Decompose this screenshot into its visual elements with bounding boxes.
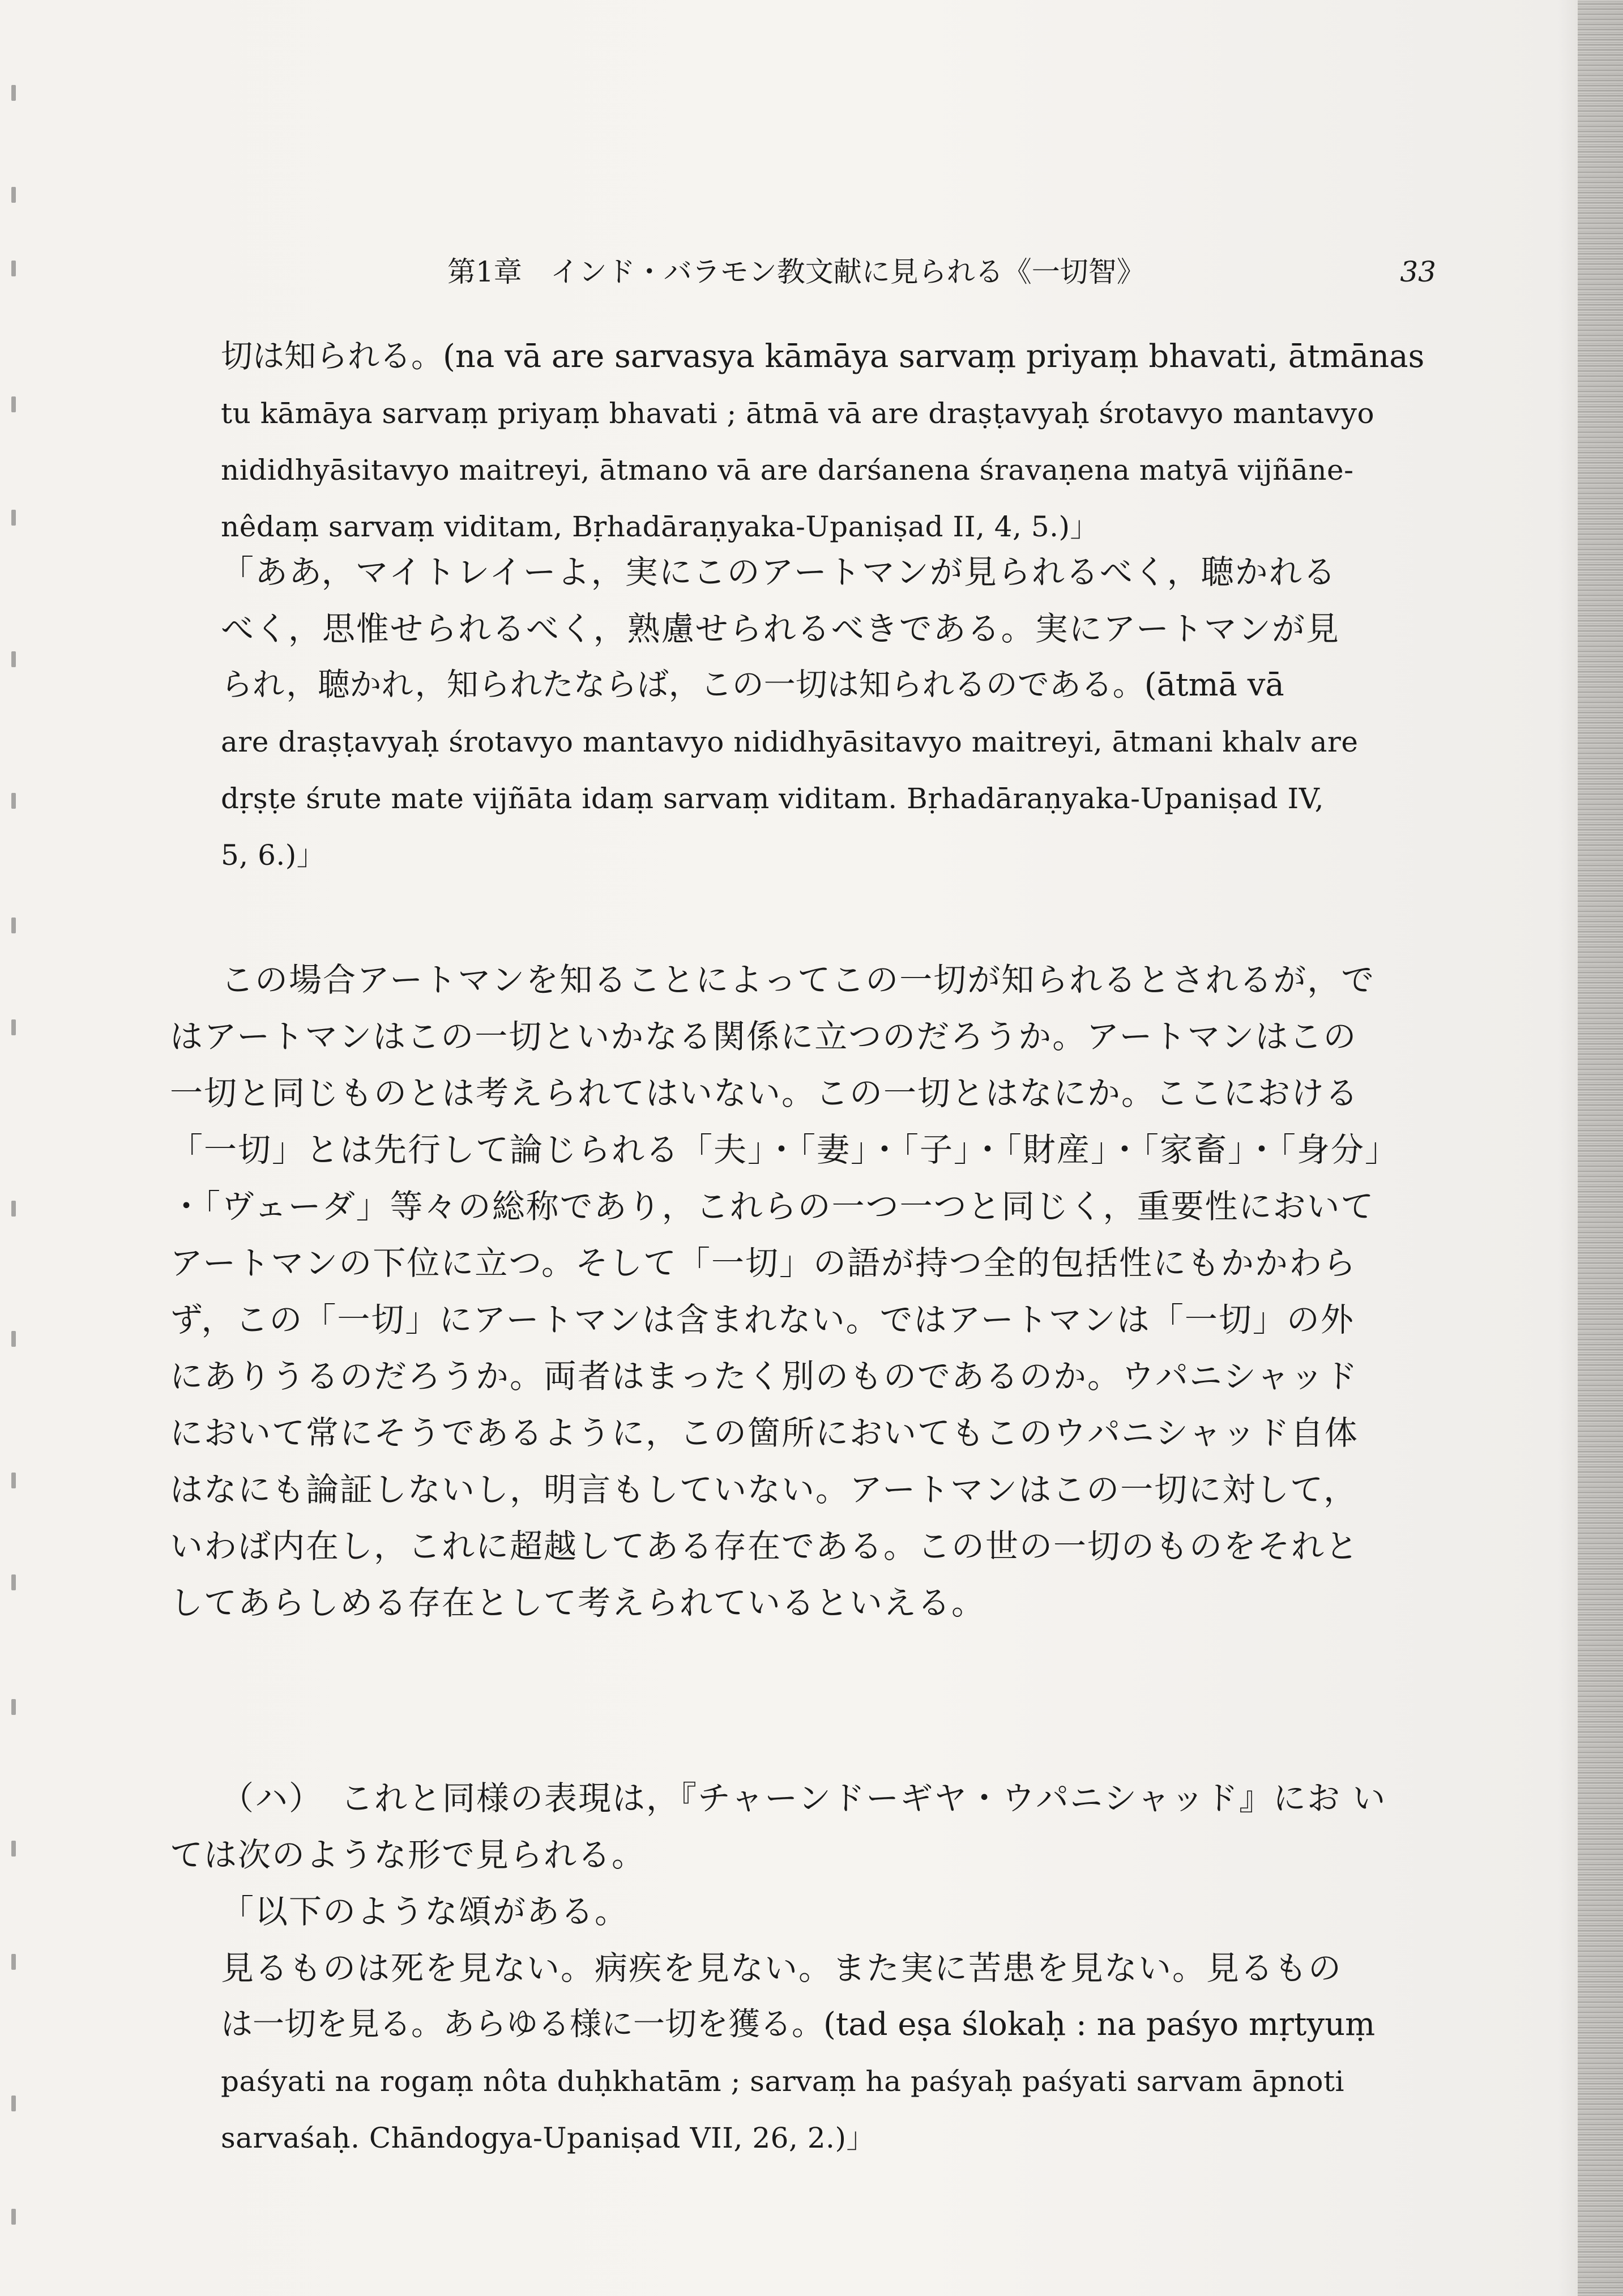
text-line: 「一切」とは先行して論じられる「夫」・「妻」・「子」・「財産」・「家畜」・「身分」 [170,1130,1399,1169]
text-line: してあらしめる存在として考えられているといえる。 [170,1584,986,1622]
text-line: paśyati na rogaṃ nôta duḥkhatām ; sarvaṃ ha paśyaḥ paśyati sarvam āpnoti [221,2065,1345,2098]
text-line: 5, 6.)」 [221,839,326,872]
chapter-title: 第1章 インド・バラモン教文献に見られる《一切智》 [447,255,1145,288]
body-paragraph-2 [170,1770,1438,1883]
text-line: られ，聴かれ，知られたならば，この一切は知られるのである。(ātmā vā [221,667,1284,703]
quote-block-1 [221,328,1438,555]
left-margin-marks [0,0,34,2296]
text-line: ・「ヴェーダ」等々の総称であり，これらの一つ一つと同じく，重要性において [170,1187,1375,1226]
text-line: 「以下のような頌がある。 [221,1892,629,1931]
text-line: 切は知られる。(na vā are sarvasya kāmāya sarvaṃ priyaṃ bhavati, ātmānas [221,338,1425,375]
text-line: はなにも論証しないし，明言もしていない。アートマンはこの一切に対して， [170,1470,1358,1509]
text-line: ては次のような形で見られる。 [170,1836,646,1874]
text-line: sarvaśaḥ. Chāndogya-Upaniṣad VII, 26, 2.)」 [221,2122,875,2154]
text-line: nêdaṃ sarvaṃ viditam, Bṛhadāraṇyaka-Upaniṣad II, 4, 5.)」 [221,510,1099,543]
page-number: 33 [1400,255,1436,288]
quote-block-3 [221,1883,1438,2166]
text-line: nididhyāsitavyo maitreyi, ātmano vā are darśanena śravaṇena matyā vijñāne- [221,454,1354,486]
text-line: べく，思惟せられるべく，熟慮せられるべきである。実にアートマンが見 [221,609,1340,648]
text-line: この場合アートマンを知ることによってこの一切が知られるとされるが，で [221,961,1376,999]
text-line: dṛṣṭe śrute mate vijñāta idaṃ sarvaṃ viditam. Bṛhadāraṇyaka-Upaniṣad IV, [221,782,1324,815]
text-line: are draṣṭavyaḥ śrotavyo mantavyo nididhyāsitavyo maitreyi, ātmani khalv are [221,725,1359,758]
text-line: はアートマンはこの一切といかなる関係に立つのだろうか。アートマンはこの [170,1017,1357,1056]
text-line: アートマンの下位に立つ。そして「一切」の語が持つ全的包括性にもかかわら [170,1244,1357,1282]
running-header [447,249,1436,295]
book-spine-shadow [1578,0,1623,2296]
text-line: （ハ） これと同様の表現は，『チャーンドーギヤ・ウパニシャッド』にお い [221,1779,1387,1817]
text-line: は一切を見る。あらゆる様に一切を獲る。(tad eṣa ślokaḥ : na paśyo mṛtyuṃ [221,2006,1376,2043]
text-line: 一切と同じものとは考えられてはいない。この一切とはなにか。ここにおける [170,1074,1360,1112]
text-line: において常にそうであるように，この箇所においてもこのウパニシャッド自体 [170,1414,1359,1452]
quote-block-2 [221,544,1438,884]
text-line: にありうるのだろうか。両者はまったく別のものであるのか。ウパニシャッド [170,1357,1359,1395]
text-line: 「ああ，マイトレイーよ，実にこのアートマンが見られるべく，聴かれる [221,553,1337,591]
text-line: ず，この「一切」にアートマンは含まれない。ではアートマンは「一切」の外 [170,1300,1355,1339]
text-line: いわば内在し，これに超越してある存在である。この世の一切のものをそれと [170,1527,1360,1565]
text-line: tu kāmāya sarvaṃ priyaṃ bhavati ; ātmā vā are draṣṭavyaḥ śrotavyo mantavyo [221,397,1375,430]
body-paragraph-1 [170,951,1438,1631]
text-line: 見るものは死を見ない。病疾を見ない。また実に苦患を見ない。見るもの [221,1949,1343,1987]
